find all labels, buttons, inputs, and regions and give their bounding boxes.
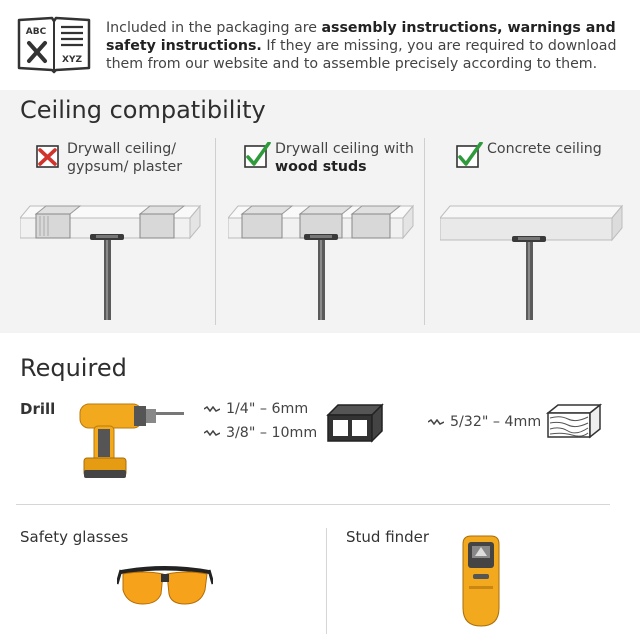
notice-text-bold: assembly instructions, warnings and safety instructions. [106,20,616,54]
cross-icon [36,142,64,170]
drill-bit-label: 5/32" – 4mm [450,414,542,430]
ceiling-option-drywall [20,138,215,328]
instruction-manual-icon [16,14,92,74]
drill-bit-icon [204,406,220,412]
manual-icon-xyz: XYZ [62,55,82,65]
check-icon [456,142,484,170]
drill-label: Drill [20,400,56,418]
safety-glasses-label: Safety glasses [20,528,129,546]
ceiling-option-line: Drywall ceiling/ [67,141,176,157]
concrete-ceiling-illustration [440,188,625,328]
drill-bit-size [204,425,317,441]
drill-bit-icon [428,419,444,425]
required-title: Required [20,354,127,382]
ceiling-option-wood-studs [228,138,423,328]
drywall-ceiling-illustration [20,188,215,328]
ceiling-option-line: Concrete ceiling [487,141,602,157]
manual-icon-abc: ABC [25,27,47,37]
section-divider [326,528,327,634]
wood-plank-icon [546,403,602,439]
ceiling-option-concrete [440,138,625,328]
drill-bit-icon [204,430,220,436]
notice-text [106,19,626,73]
section-divider [16,504,610,505]
wood-studs-ceiling-illustration [228,188,423,328]
ceiling-option-label [67,140,182,176]
ceiling-compatibility-title: Ceiling compatibility [20,96,266,124]
drill-bit-label: 3/8" – 10mm [226,425,318,441]
drill-bit-size [204,401,308,417]
stud-finder-label: Stud finder [346,528,430,546]
ceiling-divider [215,138,216,325]
drill-icon [74,396,186,482]
stud-finder-icon [459,534,503,628]
instructions-notice [0,0,640,90]
ceiling-divider [424,138,425,325]
ceiling-option-line: Drywall ceiling with [275,141,414,157]
ceiling-option-line: gypsum/ plaster [67,159,183,175]
drill-bit-label: 1/4" – 6mm [226,401,309,417]
ceiling-option-label [275,140,414,176]
ceiling-option-bold: wood studs [275,159,367,175]
safety-glasses-icon [117,560,213,610]
notice-text-start: Included in the packaging are [106,20,322,36]
notice-text-end: If they are missing, you are required to download them from our website and to assemble precisely according to them. [106,38,617,72]
check-icon [244,142,272,170]
drill-bit-size [428,414,541,430]
brick-icon [326,403,384,443]
ceiling-option-label [487,140,602,158]
